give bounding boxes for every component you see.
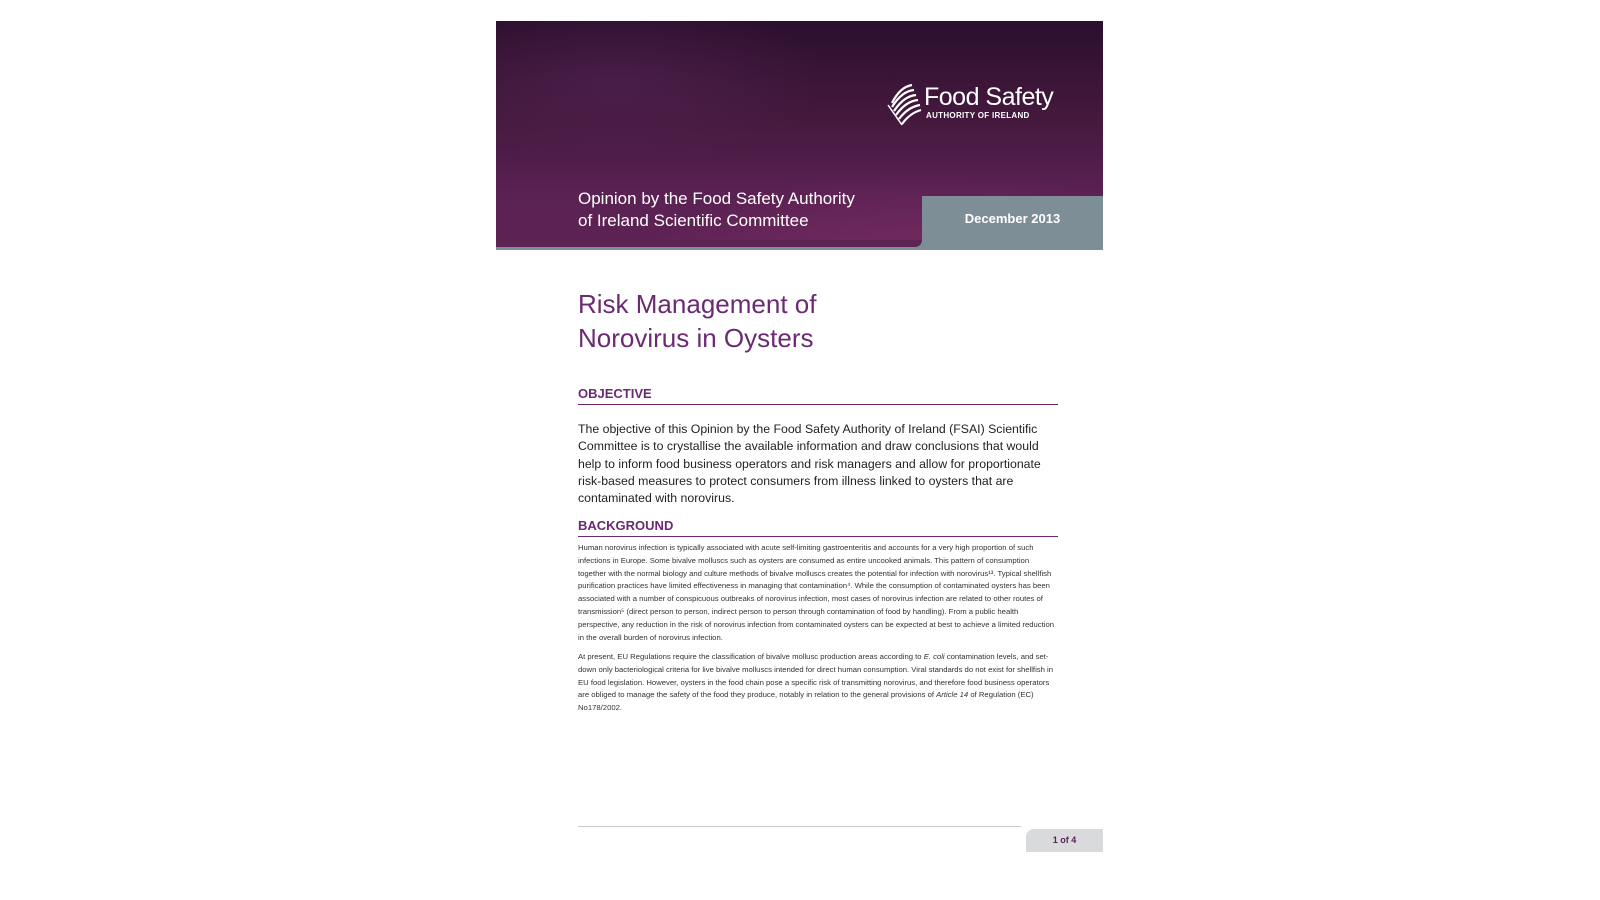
background-heading: BACKGROUND <box>578 518 1058 537</box>
fsai-wave-icon <box>886 83 924 127</box>
title-line-1: Risk Management of <box>578 289 817 319</box>
opinion-line-2: of Ireland Scientific Committee <box>578 211 809 230</box>
opinion-heading <box>578 188 898 232</box>
page-number: 1 of 4 <box>1026 829 1103 852</box>
objective-heading: OBJECTIVE <box>578 386 1058 405</box>
footer-divider <box>578 826 1021 827</box>
paragraph-2-text-a: At present, EU Regulations require the classification of bivalve mollusc production areas according to <box>578 652 924 661</box>
paragraph-2-italic-article: Article 14 <box>936 690 969 700</box>
document-page <box>496 21 1103 881</box>
logo-subtitle: AUTHORITY OF IRELAND <box>926 111 1030 120</box>
header-fold-inner <box>496 240 922 247</box>
objective-text: The objective of this Opinion by the Food Safety Authority of Ireland (FSAI) Scientific Committee is to crystallise the available information and draw conclusions that would help to inform food business operators and risk managers and allow for proportionate risk-based measures to protect consumers from illness linked to oysters that are contaminated with norovirus. <box>578 422 1041 506</box>
logo-title: Food Safety <box>924 83 1054 111</box>
title-line-2: Norovirus in Oysters <box>578 323 814 353</box>
publication-date: December 2013 <box>964 211 1061 226</box>
paragraph-2-text-b: contamination levels, and set-down only bacteriological criteria for live bivalve molluscs intended for direct human consumption. Viral standards do not exist for shellfish in EU food legislation. However, oysters in the food chain pose a specific risk of transmitting norovirus, and therefore food business operators are obliged to manage the safety of the food they produce, notably in relation to the general provisions of <box>578 652 1054 700</box>
background-paragraph-1: Human norovirus infection is typically associated with acute self-limiting gastroenteritis and accounts for a very high proportion of such infections in Europe. Some bivalve molluscs such as oysters are consumed as entire uncooked animals. This pattern of consumption together with the normal biology and culture methods of bivalve molluscs creates the potential for infection with norovirus¹³. Typical shellfish purification practices have limited effectiveness in managing that contamination⁴. While the consumption of contaminated oysters has been associated with a number of conspicuous outbreaks of norovirus infection, most cases of norovirus infection are related to other routes of transmission⁵ (direct person to person, indirect person to person through contamination of food by handling). From a public health perspective, any reduction in the risk of norovirus infection from contaminated oysters can be expected at best to achieve a limited reduction in the overall burden of norovirus infection. <box>578 543 1055 642</box>
paragraph-2-italic-ecoli: E. coli <box>923 652 945 661</box>
header-banner <box>496 21 1103 250</box>
opinion-line-1: Opinion by the Food Safety Authority <box>578 189 855 208</box>
document-title <box>578 287 978 355</box>
fsai-logo <box>886 83 1056 131</box>
paragraph-2-text-c: of Regulation (EC) No178/2002. <box>578 690 1034 713</box>
background-paragraph-2 <box>578 651 1056 715</box>
